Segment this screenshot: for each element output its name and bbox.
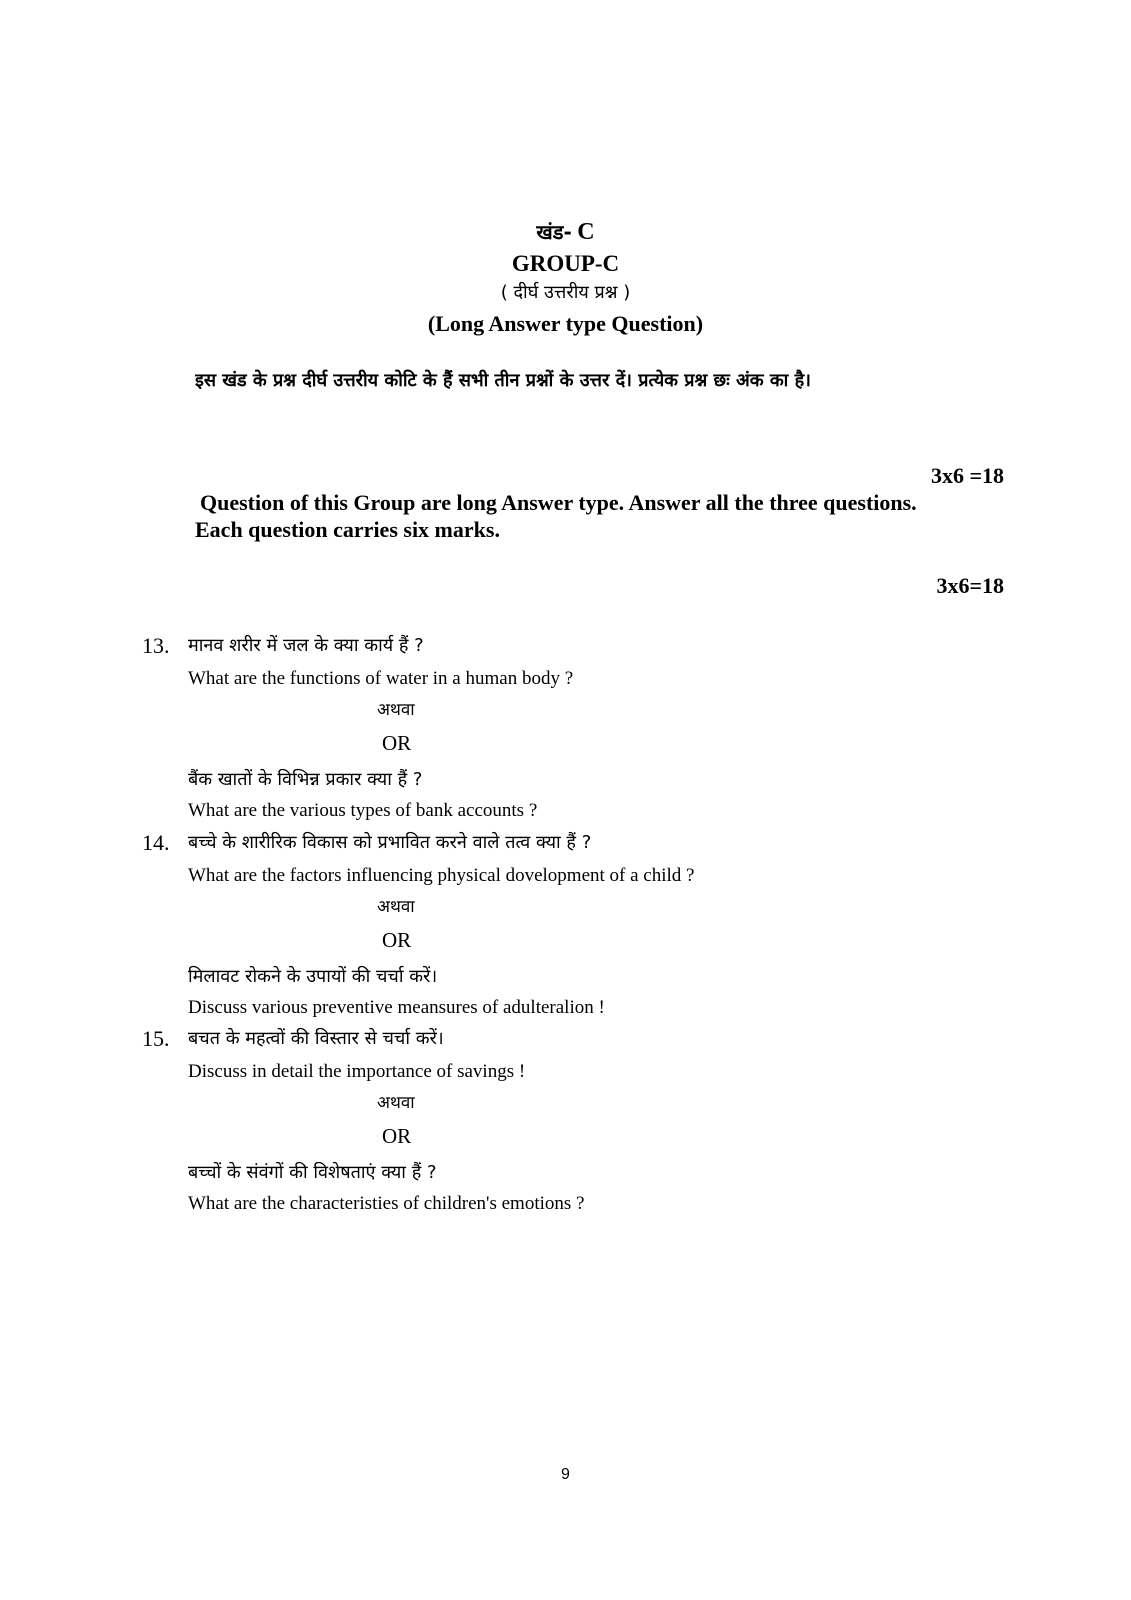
or-english: OR — [382, 1124, 412, 1148]
question-hindi: मानव शरीर में जल के क्या कार्य हैं ? — [188, 635, 424, 656]
alt-question-hindi: बैंक खातों के विभिन्न प्रकार क्या हैं ? — [188, 769, 423, 790]
question-hindi: बच्चे के शारीरिक विकास को प्रभावित करने वाले तत्व क्या हैं ? — [188, 832, 592, 853]
or-hindi: अथवा — [377, 1093, 415, 1113]
question-english: What are the functions of water in a human body ? — [188, 668, 574, 689]
type-hindi: ( दीर्घ उत्तरीय प्रश्न ) — [500, 282, 631, 303]
or-english: OR — [382, 928, 412, 952]
or-hindi: अथवा — [377, 897, 415, 917]
instructions-english-line2: Each question carries six marks. — [195, 517, 500, 542]
instructions-english-line1: Question of this Group are long Answer type. Answer all the three questions. — [200, 490, 917, 515]
alt-question-english: Discuss various preventive meansures of adulteralion ! — [188, 997, 605, 1018]
marks-total-1: 3x6 =18 — [930, 463, 1004, 488]
alt-question-hindi: मिलावट रोकने के उपायों की चर्चा करें। — [188, 966, 438, 987]
alt-question-hindi: बच्चों के संवंगों की विशेषताएं क्या हैं ? — [188, 1162, 437, 1183]
page-number: 9 — [561, 1466, 570, 1483]
question-number: 13. — [142, 633, 170, 658]
or-hindi: अथवा — [377, 700, 415, 720]
question-english: What are the factors influencing physical dovelopment of a child ? — [188, 865, 695, 886]
alt-question-english: What are the characteristies of children's emotions ? — [188, 1193, 585, 1214]
section-hindi: खंड- — [536, 220, 572, 244]
alt-question-english: What are the various types of bank accounts ? — [188, 800, 538, 821]
question-number: 15. — [142, 1026, 170, 1051]
question-number: 14. — [142, 830, 170, 855]
section-heading — [0, 218, 1131, 246]
instructions-hindi: इस खंड के प्रश्न दीर्घ उत्तरीय कोटि के हैं सभी तीन प्रश्नों के उत्तर दें। प्रत्येक प्रश्न छः अंक का है। — [195, 370, 811, 391]
section-letter: C — [577, 219, 595, 245]
question-english: Discuss in detail the importance of savings ! — [188, 1061, 526, 1082]
or-english: OR — [382, 731, 412, 755]
type-english: (Long Answer type Question) — [427, 311, 704, 336]
marks-total-2: 3x6=18 — [936, 573, 1004, 598]
group-title: GROUP-C — [511, 251, 620, 276]
question-hindi: बचत के महत्वों की विस्तार से चर्चा करें। — [188, 1028, 444, 1049]
